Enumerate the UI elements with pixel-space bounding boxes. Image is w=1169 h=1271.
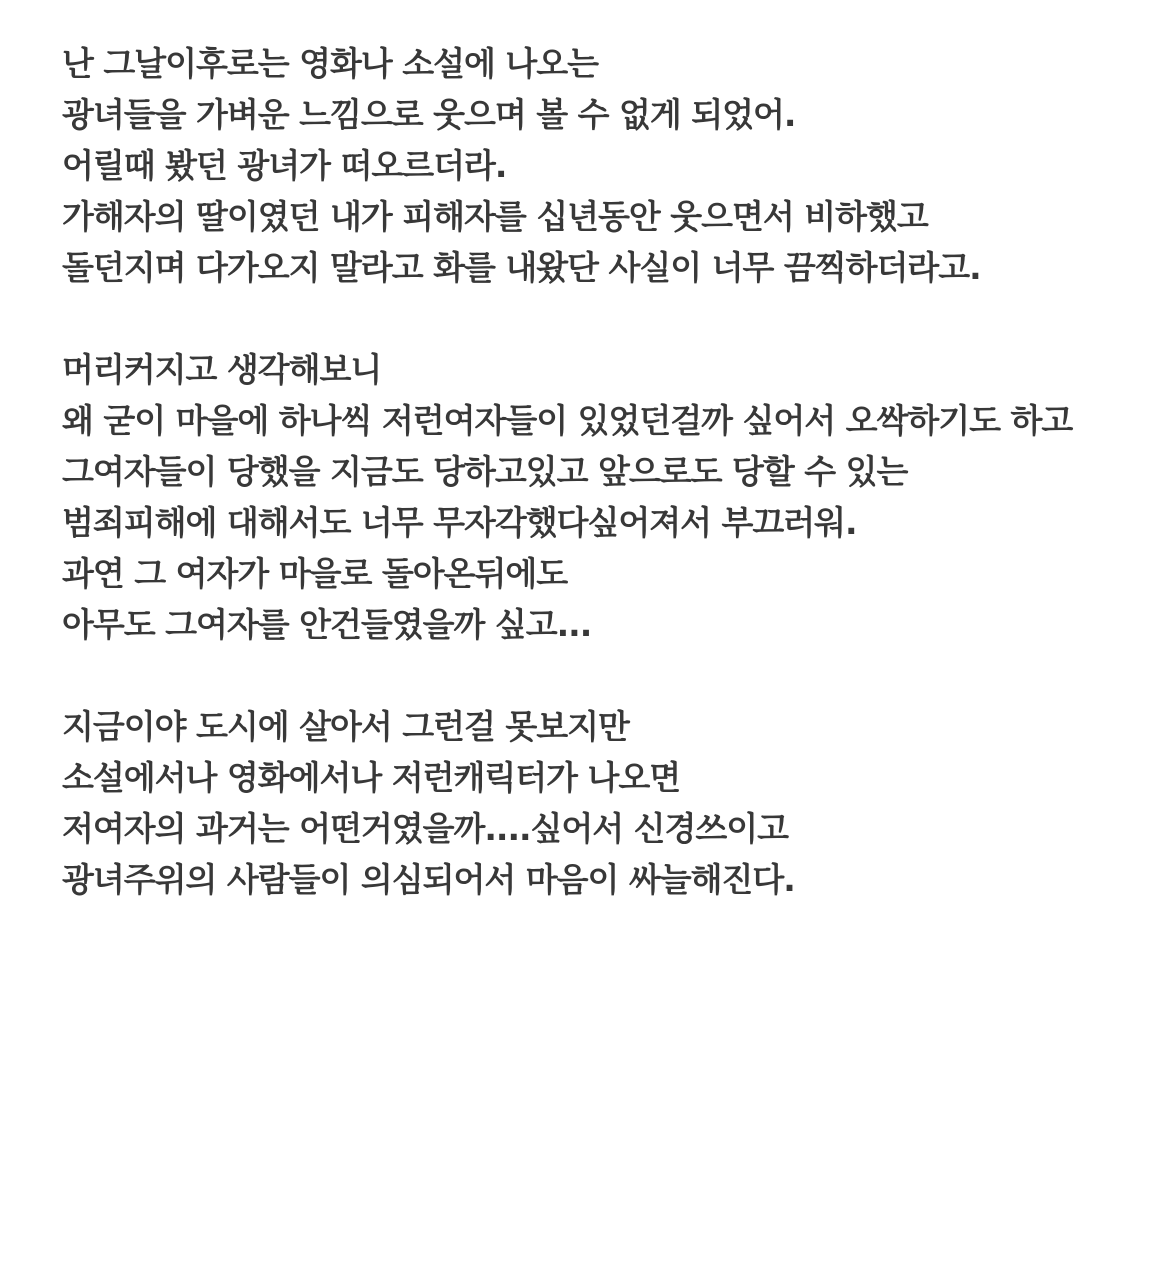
- paragraph-3: [62, 701, 1142, 905]
- text-line: 돌던지며 다가오지 말라고 화를 내왔단 사실이 너무 끔찍하더라고.: [62, 248, 981, 287]
- paragraph-2: [62, 344, 1142, 650]
- text-line: 그여자들이 당했을 지금도 당하고있고 앞으로도 당할 수 있는: [62, 452, 908, 491]
- text-line: 어릴때 봤던 광녀가 떠오르더라.: [62, 146, 507, 185]
- text-line: 과연 그 여자가 마을로 돌아온뒤에도: [62, 554, 568, 593]
- post-body: [62, 38, 1142, 905]
- text-line: 소설에서나 영화에서나 저런캐릭터가 나오면: [62, 758, 681, 797]
- text-line: 난 그날이후로는 영화나 소설에 나오는: [62, 44, 599, 83]
- text-line: 광녀주위의 사람들이 의심되어서 마음이 싸늘해진다.: [62, 860, 795, 899]
- text-line: 지금이야 도시에 살아서 그런걸 못보지만: [62, 707, 629, 746]
- text-line: 머리커지고 생각해보니: [62, 350, 382, 389]
- paragraph-1: [62, 38, 1142, 293]
- text-line: 가해자의 딸이였던 내가 피해자를 십년동안 웃으면서 비하했고: [62, 197, 928, 236]
- text-line: 아무도 그여자를 안건들였을까 싶고...: [62, 605, 592, 644]
- text-line: 왜 굳이 마을에 하나씩 저런여자들이 있었던걸까 싶어서 오싹하기도 하고: [62, 401, 1073, 440]
- text-line: 광녀들을 가벼운 느낌으로 웃으며 볼 수 없게 되었어.: [62, 95, 796, 134]
- text-line: 저여자의 과거는 어떤거였을까....싶어서 신경쓰이고: [62, 809, 789, 848]
- text-line: 범죄피해에 대해서도 너무 무자각했다싶어져서 부끄러워.: [62, 503, 857, 542]
